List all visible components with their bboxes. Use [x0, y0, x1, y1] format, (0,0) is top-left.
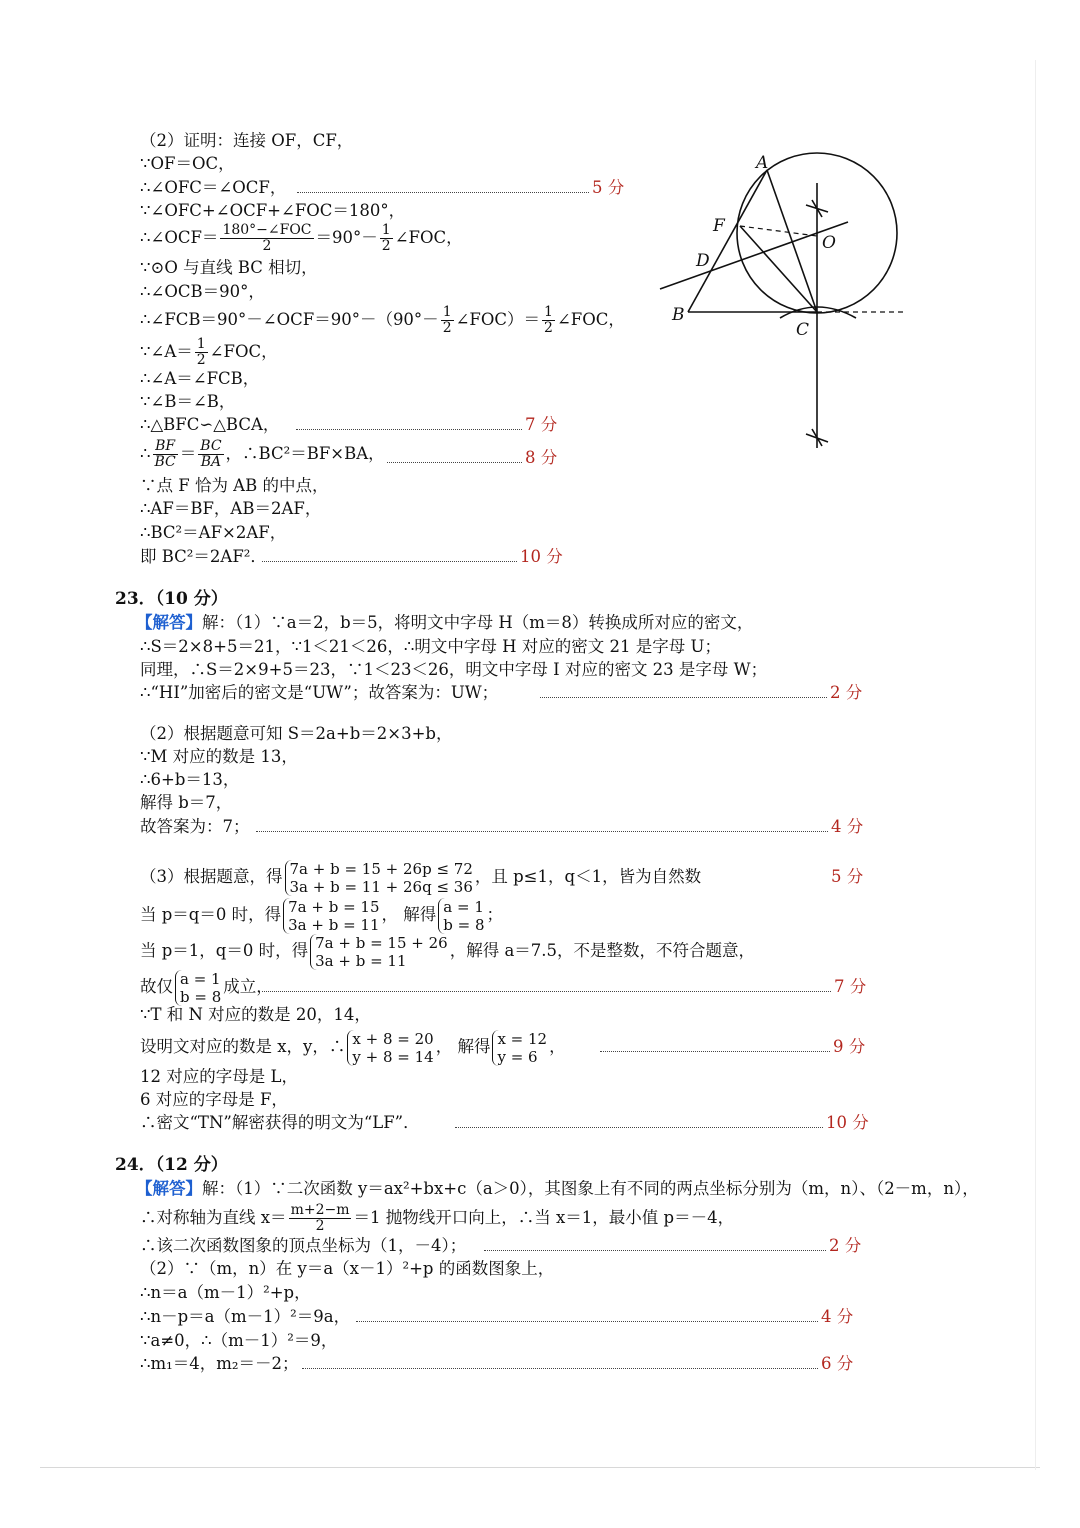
- score-10: 10 分: [826, 1113, 869, 1132]
- q24-answer-line-1: 【解答】解：（1）∵二次函数 y＝ax²+bx+c（a＞0），其图象上有不同的两点坐标分别为（m，n）、（2－m，n），: [136, 1179, 979, 1198]
- fraction-half: $\frac{1}{2}$: [381, 222, 391, 254]
- line-ab: [688, 170, 767, 312]
- label-d: D: [696, 251, 710, 271]
- q23-line-4: ∴“HI”加密后的密文是“UW”；故答案为：UW；: [140, 683, 499, 702]
- p22-line-14: ∵点 F 恰为 AB 的中点，: [140, 476, 329, 495]
- equation-system: 7a + b = 15 + 26 3a + b = 11: [310, 934, 448, 970]
- q24-line-3: ∴该二次函数图象的顶点坐标为（1，－4）；: [140, 1236, 467, 1255]
- leader-dots: [302, 1368, 818, 1369]
- fraction: $\frac{\text{180°−∠FOC}}{2}$: [222, 222, 312, 254]
- p22-line-8: ∴∠FCB＝90°－∠OCF＝90°－（90°－ $\frac{1}{2}$ ∠FOC）＝ $\frac{1}{2}$ ∠FOC，: [140, 304, 625, 336]
- p22-line-13: ∴ $\frac{BF}{BC}$ ＝ $\frac{BC}{BA}$ ，∴BC²＝BF×BA，: [140, 438, 385, 470]
- p22-line-3: ∴∠OFC＝∠OCF，: [140, 178, 287, 197]
- p22-line-11: ∵∠B＝∠B，: [140, 392, 236, 411]
- leader-dots: [356, 1321, 818, 1322]
- geometry-diagram: [655, 148, 910, 458]
- score-10: 10 分: [520, 547, 563, 566]
- q23-line-2: ∴S＝2×8+5＝21，∵1＜21＜26，∴明文中字母 H 对应的密文 21 是字母 U；: [140, 637, 721, 656]
- question-24-heading: 24．（12 分）: [115, 1155, 228, 1175]
- score-7: 7 分: [834, 977, 867, 996]
- bisector-line: [660, 222, 848, 289]
- p22-line-5: ∴∠OCF＝ $\frac{\text{180°−∠FOC}}{2}$ ＝90°－ $\frac{1}{2}$ ∠FOC，: [140, 222, 463, 254]
- label-c: C: [796, 320, 810, 340]
- q23-line-16: 12 对应的字母是 L，: [140, 1067, 298, 1086]
- equation-system: 7a + b = 15 3a + b = 11: [283, 898, 379, 934]
- leader-dots: [387, 462, 522, 463]
- score-9: 9 分: [833, 1037, 866, 1056]
- score-8: 8 分: [525, 448, 558, 467]
- q23-line-7: ∴6+b＝13，: [140, 770, 240, 789]
- equation-system: a = 1 b = 8: [438, 898, 484, 934]
- q23-line-5: （2）根据题意可知 S＝2a+b＝2×3+b，: [140, 724, 453, 743]
- leader-dots: [455, 1127, 823, 1128]
- label-a: A: [756, 153, 769, 173]
- p22-line-12: ∴△BFC∽△BCA，: [140, 415, 280, 434]
- q24-line-2: ∴对称轴为直线 x＝ $\frac{m+2-m}{2}$ ＝1 抛物线开口向上，∴当 x＝1，最小值 p＝－4，: [140, 1202, 735, 1234]
- q23-line-14: ∵T 和 N 对应的数是 20，14，: [140, 1005, 371, 1024]
- answer-tag: 【解答】: [136, 1179, 202, 1198]
- p22-line-1: （2）证明：连接 OF，CF，: [140, 131, 354, 150]
- leader-dots: [484, 1250, 826, 1251]
- equation-system: x + 8 = 20 y + 8 = 14: [347, 1030, 433, 1066]
- q23-line-17: 6 对应的字母是 F，: [140, 1090, 288, 1109]
- p22-line-7: ∴∠OCB＝90°，: [140, 282, 265, 301]
- q24-line-6: ∴n－p＝a（m－1）²＝9a，: [140, 1307, 351, 1326]
- q23-line-15: 设明文对应的数是 x，y，∴ x + 8 = 20 y + 8 = 14 ， 解得 x = 12 y = 6 ，: [140, 1029, 566, 1066]
- score-2: 2 分: [830, 683, 863, 702]
- leader-dots: [262, 561, 517, 562]
- leader-dots: [256, 831, 828, 832]
- score-5: 5 分: [831, 867, 864, 886]
- q24-line-4: （2）∵（m，n）在 y＝a（x－1）²+p 的函数图象上，: [140, 1259, 555, 1278]
- page-edge: [40, 1467, 1040, 1468]
- q23-line-12: 当 p＝1，q＝0 时，得 7a + b = 15 + 26 3a + b = 11 ，解得 a＝7.5，不是整数，不符合题意，: [140, 933, 756, 970]
- equation-system: 7a + b = 15 + 26p ≤ 72 3a + b = 11 + 26q ≤ 36: [285, 860, 473, 896]
- line-ac: [767, 170, 817, 312]
- equation-system: a = 1 b = 8: [175, 970, 221, 1006]
- fraction-half: $\frac{1}{2}$: [544, 304, 553, 336]
- q23-line-3: 同理，∴S＝2×9+5＝23，∵1＜23＜26，明文中字母 I 对应的密文 23 是字母 W；: [140, 660, 768, 679]
- score-7: 7 分: [525, 415, 558, 434]
- q23-line-10: （3）根据题意，得 7a + b = 15 + 26p ≤ 72 3a + b = 11 + 26q ≤ 36 ，且 p≤1，q＜1，皆为自然数: [140, 859, 702, 896]
- score-5: 5 分: [592, 178, 625, 197]
- p22-line-2: ∵OF＝OC，: [140, 154, 235, 173]
- leader-dots: [262, 991, 831, 992]
- fraction: $\frac{m+2-m}{2}$: [290, 1202, 350, 1234]
- fraction: $\frac{BF}{BC}$: [154, 438, 176, 470]
- score-4: 4 分: [821, 1307, 854, 1326]
- p22-line-9: ∵∠A＝ $\frac{1}{2}$ ∠FOC，: [140, 336, 278, 368]
- p22-line-10: ∴∠A＝∠FCB，: [140, 369, 260, 388]
- q24-line-8: ∴m₁＝4，m₂＝－2；: [140, 1354, 299, 1373]
- fraction-half: $\frac{1}{2}$: [196, 336, 206, 368]
- question-23-heading: 23．（10 分）: [115, 589, 228, 609]
- p22-line-17: 即 BC²＝2AF²．: [140, 547, 267, 566]
- score-4: 4 分: [831, 817, 864, 836]
- q23-line-11: 当 p＝q＝0 时，得 7a + b = 15 3a + b = 11 ， 解得 a = 1 b = 8 ；: [140, 897, 504, 934]
- q23-line-6: ∵M 对应的数是 13，: [140, 747, 298, 766]
- label-o: O: [822, 233, 836, 253]
- label-b: B: [672, 305, 685, 325]
- page-edge: [1035, 60, 1036, 1470]
- p22-line-15: ∴AF＝BF，AB＝2AF，: [140, 499, 322, 518]
- score-6: 6 分: [821, 1354, 854, 1373]
- leader-dots: [297, 192, 589, 193]
- answer-tag: 【解答】: [136, 613, 202, 632]
- q23-answer-line-1: 【解答】解：（1）∵a＝2，b＝5，将明文中字母 H（m＝8）转换成所对应的密文，: [136, 613, 754, 632]
- q24-line-5: ∴n＝a（m－1）²+p，: [140, 1283, 311, 1302]
- leader-dots: [600, 1051, 830, 1052]
- fraction-half: $\frac{1}{2}$: [442, 304, 452, 336]
- p22-line-16: ∴BC²＝AF×2AF，: [140, 523, 287, 542]
- p22-line-6: ∵⊙O 与直线 BC 相切，: [140, 258, 318, 277]
- line-fc: [740, 226, 817, 312]
- dashed-fo: [740, 226, 817, 236]
- leader-dots: [540, 697, 827, 698]
- q23-line-18: ∴密文“TN”解密获得的明文为“LF”．: [140, 1113, 420, 1132]
- fraction: $\frac{BC}{BA}$: [200, 438, 222, 470]
- leader-dots: [296, 429, 522, 430]
- q23-line-13: 故仅 a = 1 b = 8 成立，: [140, 969, 273, 1006]
- equation-system: x = 12 y = 6: [492, 1030, 547, 1066]
- p22-line-4: ∵∠OFC+∠OCF+∠FOC＝180°，: [140, 201, 406, 220]
- q24-line-7: ∵a≠0，∴（m－1）²＝9，: [140, 1331, 338, 1350]
- score-2: 2 分: [829, 1236, 862, 1255]
- label-f: F: [713, 216, 725, 236]
- q23-line-9: 故答案为：7；: [140, 817, 250, 836]
- q23-line-8: 解得 b＝7，: [140, 793, 233, 812]
